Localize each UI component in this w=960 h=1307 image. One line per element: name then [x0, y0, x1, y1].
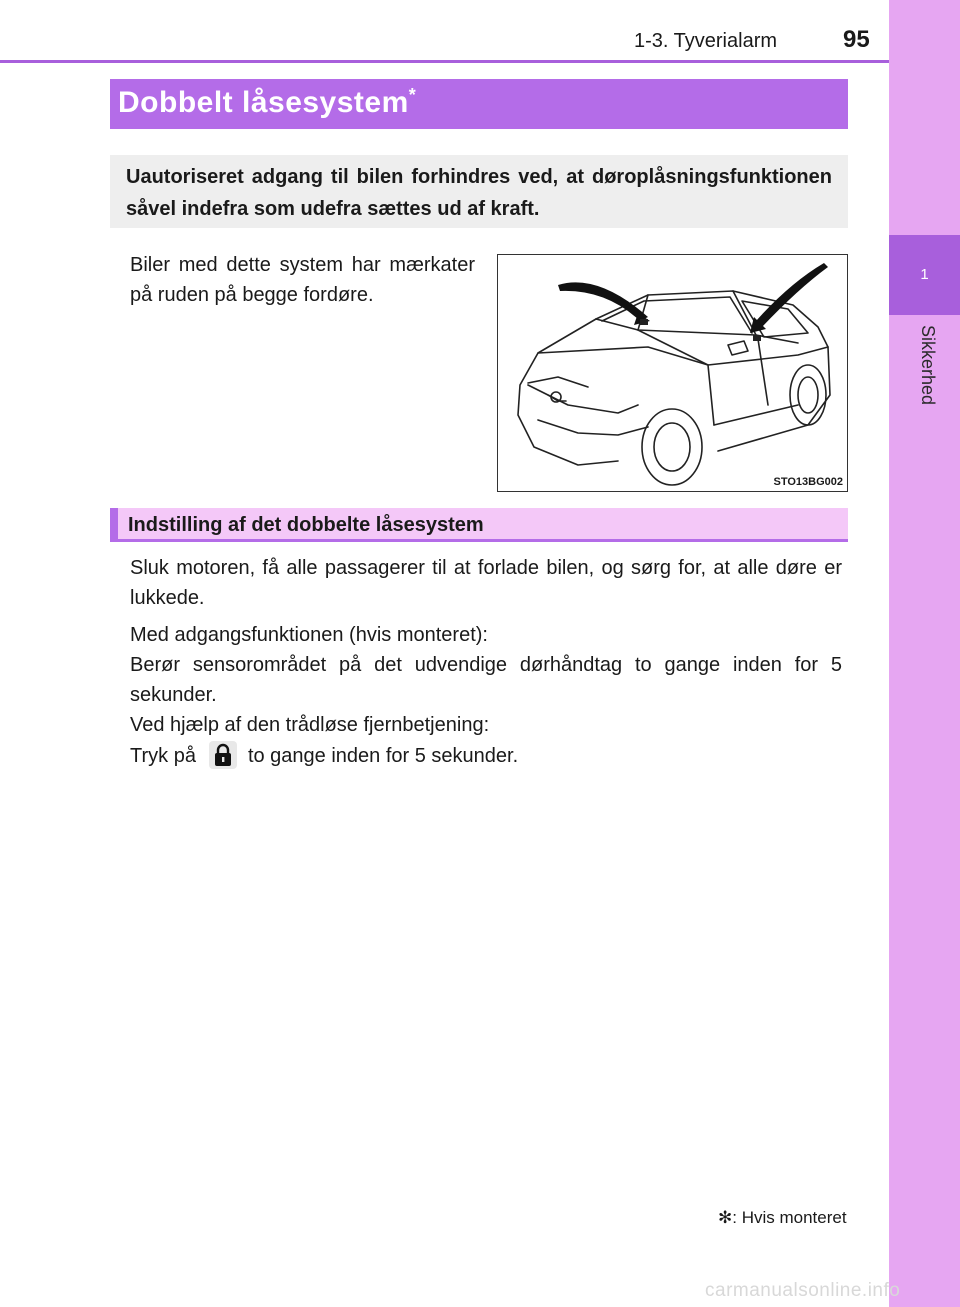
subheading: Indstilling af det dobbelte låsesystem: [128, 514, 484, 536]
footnote-text: : Hvis monteret: [732, 1208, 847, 1227]
chapter-tab-number[interactable]: 1: [889, 235, 960, 315]
sticker-paragraph: Biler med dette system har mærkater på ruden på begge fordøre.: [130, 254, 475, 306]
optional-equipment-mark: *: [408, 85, 417, 105]
figure-code: STO13BG002: [773, 476, 843, 488]
watermark: carmanualsonline.info: [705, 1280, 901, 1301]
chapter-sidebar: [889, 0, 960, 1307]
page-number: 95: [843, 26, 870, 53]
remote-instruction: [130, 740, 842, 771]
footnote: [718, 1208, 847, 1228]
section-title-text: Dobbelt låsesystem: [118, 86, 409, 119]
smart-entry-heading: Med adgangsfunktionen (hvis monteret):: [130, 624, 488, 646]
intro-box: Uautoriseret adgang til bilen forhindres ved, at døroplåsningsfunktionen såvel indefra som udefra sættes ud af kraft.: [110, 155, 848, 228]
running-head: 1-3. Tyverialarm: [634, 30, 778, 52]
lock-icon: [208, 740, 238, 770]
remote-instruction-end: to gange inden for 5 sekunder.: [247, 745, 519, 767]
subheading-accent-bar: [110, 508, 118, 542]
header-rule: [0, 60, 889, 63]
smart-entry-instruction: Berør sensorområdet på det udvendige dørhåndtag to gange inden for 5 sekunder.: [130, 654, 842, 706]
subheading-band: [110, 508, 848, 542]
preparation-paragraph: Sluk motoren, få alle passagerer til at forlade bilen, og sørg for, at alle døre er lukkede.: [130, 557, 842, 609]
instruction-paragraph: [130, 620, 842, 771]
chapter-label: Sikkerhed: [918, 325, 938, 406]
car-drawing: [498, 255, 847, 491]
remote-instruction-start: Tryk på: [130, 745, 196, 767]
remote-heading: Ved hjælp af den trådløse fjernbetjening:: [130, 714, 490, 736]
section-title-band: [110, 79, 848, 129]
section-title: [118, 85, 416, 120]
car-illustration: [497, 254, 848, 492]
footnote-mark: ✻: [718, 1208, 733, 1227]
